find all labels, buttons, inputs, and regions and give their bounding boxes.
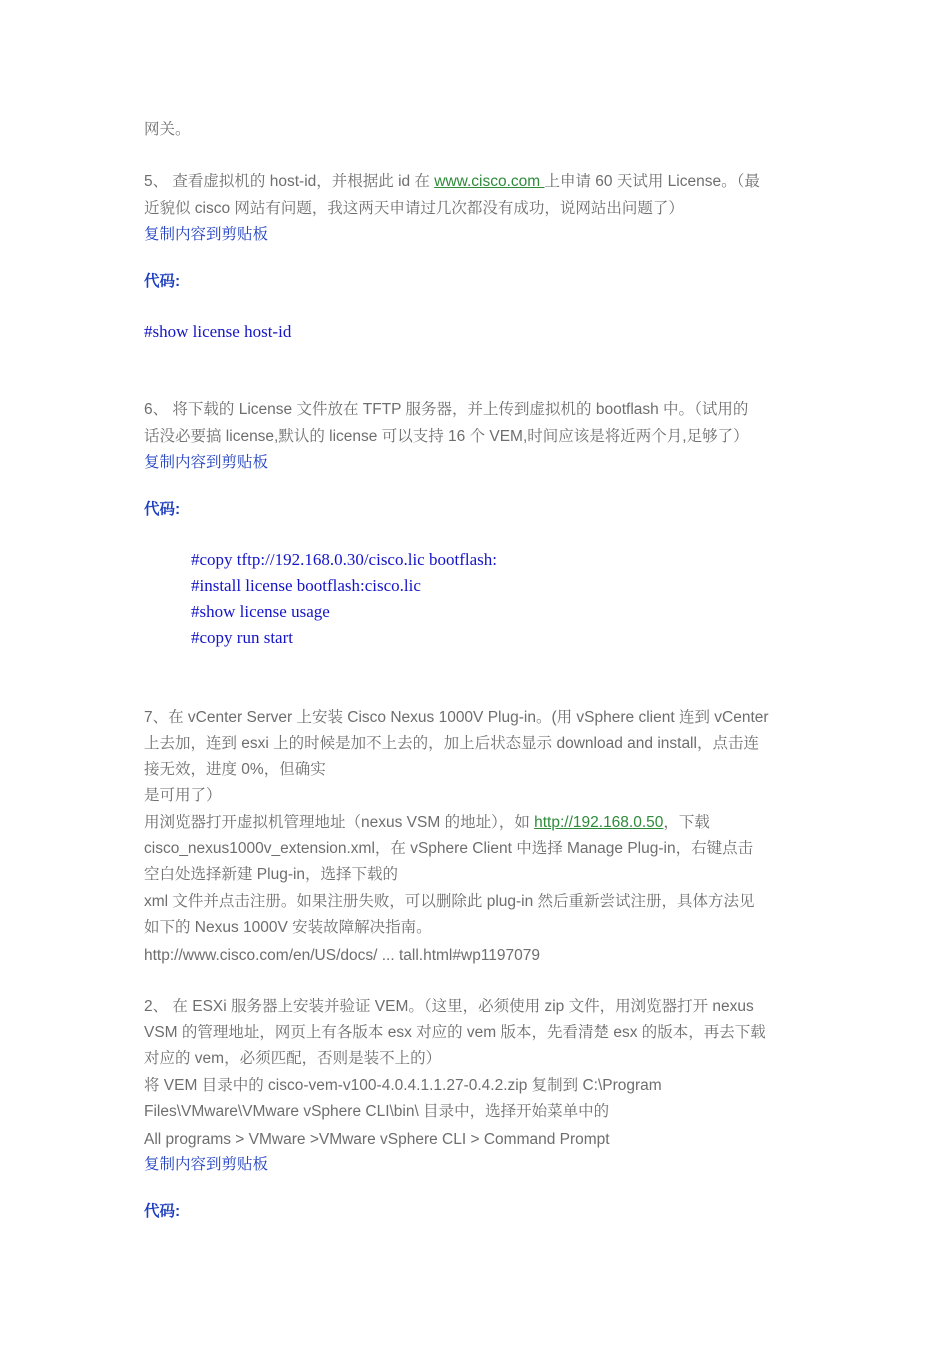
step5-text: 5、 查看虚拟机的 host-id，并根据此 id 在 [144,173,435,190]
step2-line1: 2、 在 ESXi 服务器上安装并验证 VEM。（这里，必须使用 zip 文件，用浏览器打开 nexus [144,998,754,1015]
code-line: #show license host-id [144,322,292,341]
step6-line2: 话没必要搞 license,默认的 license 可以支持 16 个 VEM,时间应该是将近两个月,足够了） [144,428,749,445]
code-line: #show license usage [191,602,330,621]
cisco-site-link[interactable]: www.cisco.com [434,173,545,190]
step7-line5 [144,813,710,833]
step7-line3: 接无效，进度 0%，但确实 [144,761,326,778]
step2-line5: Files\VMware\VMware vSphere CLI\bin\ 目录中，选择开始菜单中的 [144,1103,610,1120]
copy-to-clipboard-link[interactable]: 复制内容到剪贴板 [144,1156,269,1173]
code-label: 代码: [144,273,181,290]
step2-line2: VSM 的管理地址，网页上有各版本 esx 对应的 vem 版本，先看清楚 esx 的版本，再去下载 [144,1024,766,1041]
step7-text: ，下载 [663,814,710,831]
body-text-line: 网关。 [144,121,191,138]
step7-line6: cisco_nexus1000v_extension.xml，在 vSphere Client 中选择 Manage Plug-in，右键点击 [144,840,754,857]
step7-line8: xml 文件并点击注册。如果注册失败，可以删除此 plug-in 然后重新尝试注册，具体方法见 [144,893,755,910]
copy-to-clipboard-link[interactable]: 复制内容到剪贴板 [144,226,269,243]
step2-line3: 对应的 vem，必须匹配，否则是装不上的） [144,1050,442,1067]
step7-line9: 如下的 Nexus 1000V 安装故障解决指南。 [144,919,432,936]
step5-line1 [144,172,760,192]
step2-line4: 将 VEM 目录中的 cisco-vem-v100-4.0.4.1.1.27-0.4.2.zip 复制到 C:\Program [144,1077,662,1094]
code-line: #install license bootflash:cisco.lic [191,576,421,595]
step7-line2: 上去加，连到 esxi 上的时候是加不上去的，加上后状态显示 download and install，点击连 [144,735,759,752]
code-line: #copy run start [191,628,293,647]
step7-line4: 是可用了） [144,787,222,804]
step7-line7: 空白处选择新建 Plug-in，选择下载的 [144,866,399,883]
step7-url-line: http://www.cisco.com/en/US/docs/ ... tall.html#wp1197079 [144,947,541,964]
step5-text: 上申请 60 天试用 License。（最 [544,173,760,190]
step6-line1: 6、 将下载的 License 文件放在 TFTP 服务器，并上传到虚拟机的 bootflash 中。（试用的 [144,401,749,418]
code-label: 代码: [144,1203,181,1220]
code-label: 代码: [144,501,181,518]
step7-text: 用浏览器打开虚拟机管理地址（nexus VSM 的地址），如 [144,814,535,831]
step5-line2: 近貌似 cisco 网站有问题，我这两天申请过几次都没有成功，说网站出问题了） [144,200,684,217]
code-line: #copy tftp://192.168.0.30/cisco.lic bootflash: [191,550,497,569]
step7-line1: 7、在 vCenter Server 上安装 Cisco Nexus 1000V Plug-in。(用 vSphere client 连到 vCenter [144,709,769,726]
vsm-address-link[interactable]: http://192.168.0.50 [534,814,664,831]
copy-to-clipboard-link[interactable]: 复制内容到剪贴板 [144,454,269,471]
step2-line6: All programs > VMware >VMware vSphere CLI > Command Prompt [144,1131,610,1148]
